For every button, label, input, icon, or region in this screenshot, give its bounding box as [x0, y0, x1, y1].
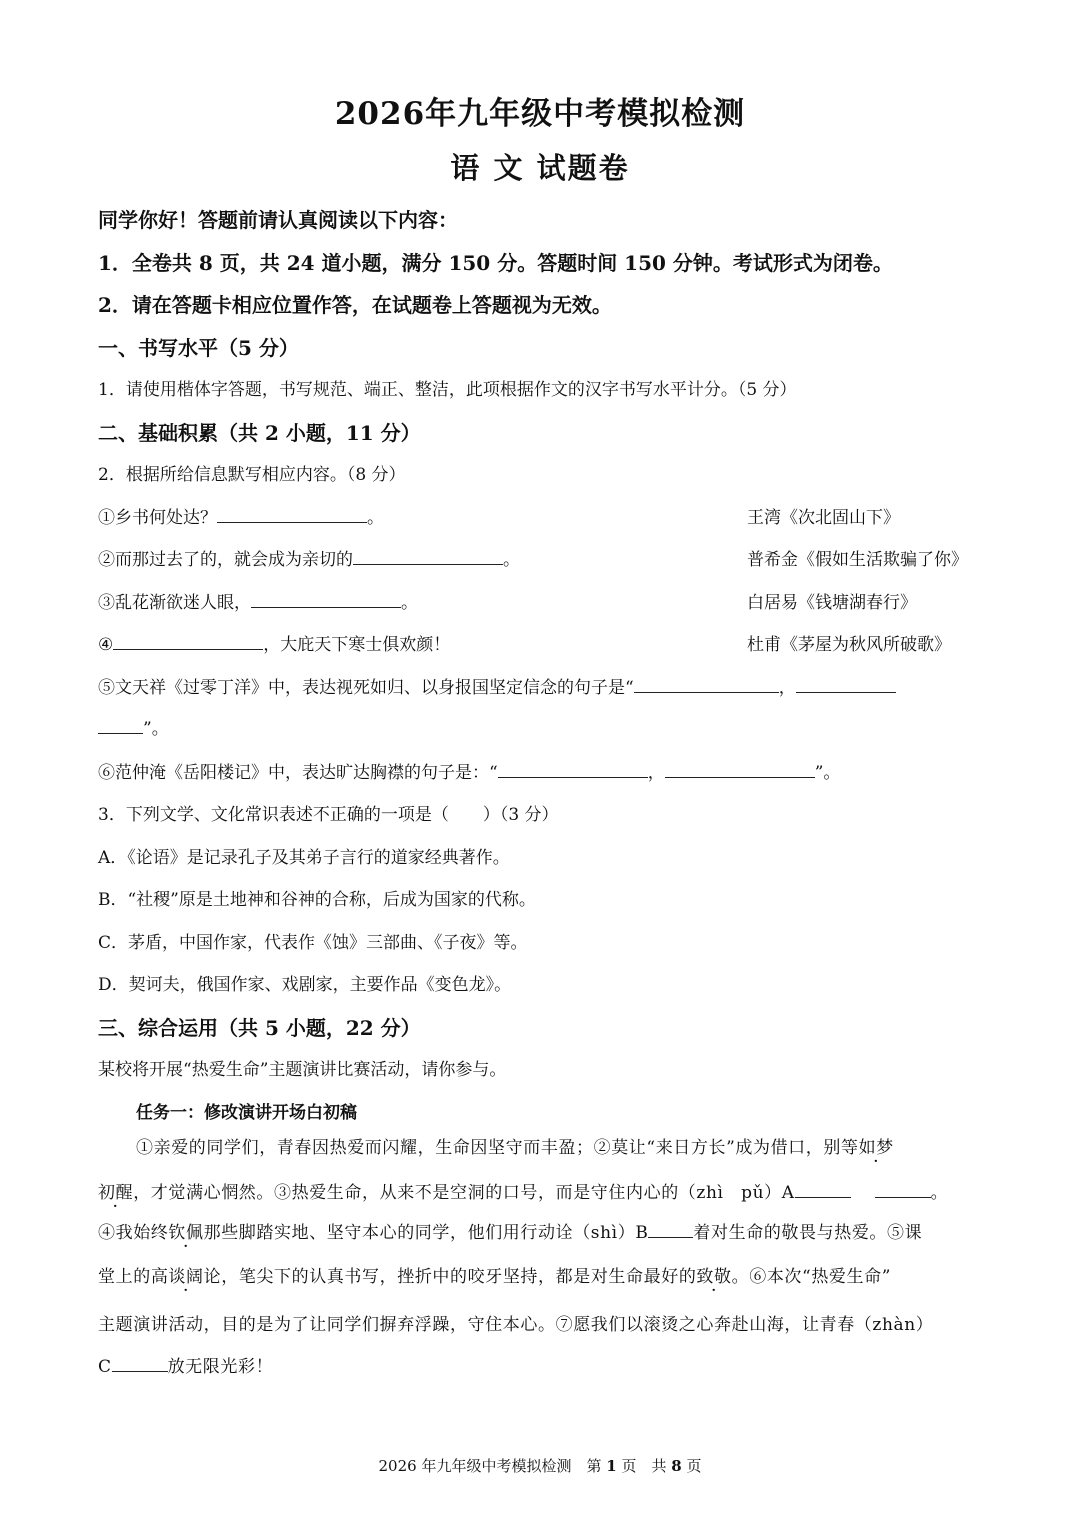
- poem-source-1: 王湾《次北固山下》: [747, 508, 900, 528]
- page-footer: 2026 年九年级中考模拟检测 第 1 页 共 8 页: [378, 1457, 702, 1475]
- poem-line-6: ⑥范仲淹《岳阳楼记》中，表达旷达胸襟的句子是：“ ， ”。: [98, 758, 840, 783]
- notice-item-1: 1．全卷共 8 页，共 24 道小题，满分 150 分。答题时间 150 分钟。考试形式为闭卷。: [98, 251, 893, 275]
- section-1-heading: 一、书写水平（5 分）: [98, 336, 299, 360]
- poem-source-2: 普希金《假如生活欺骗了你》: [747, 550, 968, 570]
- answer-blank[interactable]: [353, 546, 503, 565]
- dotted-word: 致敬: [696, 1267, 732, 1287]
- answer-blank[interactable]: [634, 674, 779, 693]
- notice-item-2: 2．请在答题卡相应位置作答，在试题卷上答题视为无效。: [98, 293, 612, 317]
- speech-line-3: ④我始终钦佩那些脚踏实地、坚守本心的同学，他们用行动诠（shì）B 着对生命的敬畏与热爱。⑤课: [98, 1218, 922, 1243]
- answer-blank-a2[interactable]: [875, 1179, 931, 1198]
- page-total: 8: [671, 1457, 682, 1475]
- answer-blank[interactable]: [796, 674, 896, 693]
- answer-blank[interactable]: [665, 759, 815, 778]
- poem-line-1: ①乡书何处达？ 。: [98, 503, 384, 528]
- option-b: B．“社稷”原是土地神和谷神的合称，后成为国家的代称。: [98, 890, 536, 910]
- dotted-word: 初醒: [98, 1183, 134, 1203]
- dotted-word: 高谈阔论: [150, 1267, 222, 1287]
- question-3: 3．下列文学、文化常识表述不正确的一项是（ ）（3 分）: [98, 805, 559, 825]
- section-3-heading: 三、综合运用（共 5 小题，22 分）: [98, 1016, 421, 1040]
- speech-line-6: C 放无限光彩！: [98, 1352, 273, 1377]
- answer-blank[interactable]: [113, 631, 263, 650]
- speech-line-1: ①亲爱的同学们，青春因热爱而闪耀，生命因坚守而丰盈；②莫让“来日方长”成为借口，别等如梦: [136, 1138, 894, 1158]
- poem-line-4: ④ ，大庇天下寒士俱欢颜！: [98, 630, 450, 655]
- question-1: 1．请使用楷体字答题，书写规范、端正、整洁，此项根据作文的汉字书写水平计分。（5 分）: [98, 380, 797, 400]
- question-2: 2．根据所给信息默写相应内容。（8 分）: [98, 465, 406, 485]
- poem-source-3: 白居易《钱塘湖春行》: [747, 593, 917, 613]
- answer-blank[interactable]: [98, 715, 143, 734]
- poem-line-5-cont: ”。: [98, 714, 169, 739]
- poem-line-2: ②而那过去了的，就会成为亲切的 。: [98, 545, 520, 570]
- option-d: D．契诃夫，俄国作家、戏剧家，主要作品《变色龙》。: [98, 975, 512, 995]
- answer-blank-a1[interactable]: [795, 1179, 851, 1198]
- task-1-title: 任务一：修改演讲开场白初稿: [136, 1103, 357, 1123]
- poem-line-3: ③乱花渐欲迷人眼， 。: [98, 588, 418, 613]
- speech-line-4: 堂上的高谈阔论，笔尖下的认真书写，挫折中的咬牙坚持，都是对生命最好的致敬。⑥本次“热爱生命”: [98, 1267, 892, 1287]
- answer-blank[interactable]: [217, 504, 367, 523]
- answer-blank[interactable]: [498, 759, 648, 778]
- dotted-word: 如梦: [858, 1138, 894, 1158]
- answer-blank[interactable]: [251, 589, 401, 608]
- exam-title: 2026年九年级中考模拟检测: [334, 96, 746, 132]
- section-2-heading: 二、基础积累（共 2 小题，11 分）: [98, 421, 421, 445]
- answer-blank-c[interactable]: [112, 1353, 168, 1372]
- section-3-intro: 某校将开展“热爱生命”主题演讲比赛活动，请你参与。: [98, 1060, 507, 1080]
- page-number: 1: [606, 1457, 617, 1475]
- option-c: C．茅盾，中国作家，代表作《蚀》三部曲、《子夜》等。: [98, 933, 528, 953]
- answer-blank-b[interactable]: [648, 1219, 693, 1238]
- speech-line-5: 主题演讲活动，目的是为了让同学们摒弃浮躁，守住本心。⑦愿我们以滚烫之心奔赴山海，让青春（zhàn）: [98, 1315, 934, 1335]
- notice-intro: 同学你好！答题前请认真阅读以下内容：: [98, 208, 458, 232]
- exam-subtitle: 语 文 试题卷: [450, 151, 630, 185]
- speech-line-2: 初醒，才觉满心惘然。③热爱生命，从来不是空洞的口号，而是守住内心的（zhì pǔ）A 。: [98, 1178, 948, 1203]
- option-a: A．《论语》是记录孔子及其弟子言行的道家经典著作。: [98, 848, 510, 868]
- dotted-word: 钦佩: [168, 1223, 204, 1243]
- poem-line-5: ⑤文天祥《过零丁洋》中，表达视死如归、以身报国坚定信念的句子是“ ，: [98, 673, 896, 698]
- poem-source-4: 杜甫《茅屋为秋风所破歌》: [747, 635, 951, 655]
